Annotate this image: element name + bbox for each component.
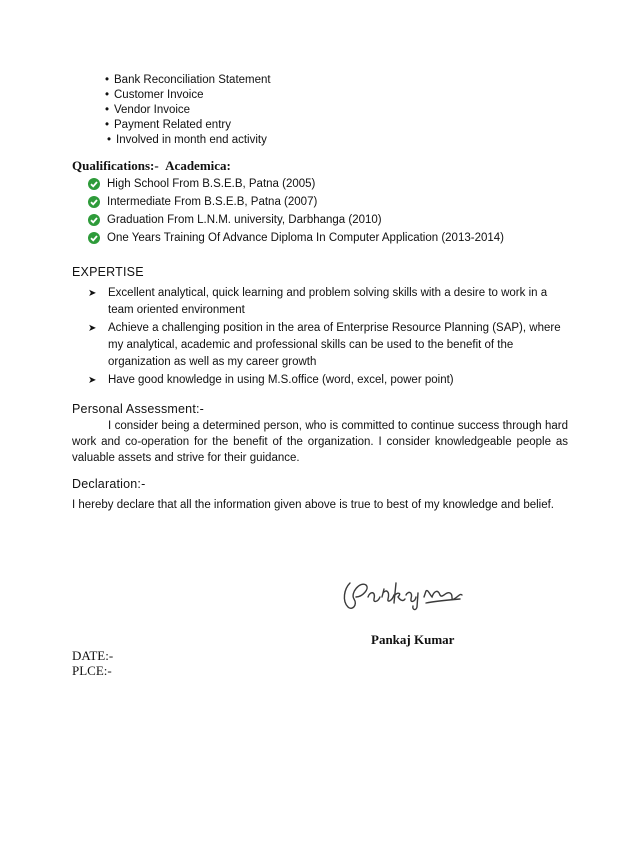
check-icon bbox=[88, 178, 100, 190]
assessment-text: I consider being a determined person, who is committed to continue success through hard work and co-operation for the benefit of the organization. I consider knowledgeable people as valuable assets and strive for their guidance. bbox=[72, 420, 568, 464]
list-item: • Customer Invoice bbox=[105, 89, 204, 101]
date-label: DATE:- bbox=[72, 648, 114, 663]
expertise-text: Have good knowledge in using M.S.office (word, excel, power point) bbox=[108, 374, 454, 386]
check-icon bbox=[88, 214, 100, 226]
duty-text: Customer Invoice bbox=[114, 89, 204, 101]
assessment-heading: Personal Assessment:- bbox=[72, 402, 205, 416]
academica-label: Academica: bbox=[165, 158, 231, 173]
list-item: • Payment Related entry bbox=[105, 119, 231, 131]
signatory-name: Pankaj Kumar bbox=[371, 632, 455, 647]
duty-text: Vendor Invoice bbox=[114, 104, 191, 116]
declaration-heading: Declaration:- bbox=[72, 477, 146, 491]
qualification-text: One Years Training Of Advance Diploma In Computer Application (2013-2014) bbox=[107, 232, 504, 244]
qualification-text: Graduation From L.N.M. university, Darbhanga (2010) bbox=[107, 214, 382, 226]
qualifications-heading bbox=[72, 158, 231, 174]
arrow-bullet-icon: ➤ bbox=[88, 323, 97, 334]
qualification-text: High School From B.S.E.B, Patna (2005) bbox=[107, 178, 316, 190]
check-icon bbox=[88, 196, 100, 208]
expertise-heading: EXPERTISE bbox=[72, 265, 144, 279]
list-item bbox=[88, 211, 504, 229]
list-item: • Bank Reconciliation Statement bbox=[105, 74, 271, 86]
declaration-text: I hereby declare that all the information given above is true to best of my knowledge and belief. bbox=[72, 499, 555, 511]
signature-image bbox=[340, 575, 465, 615]
list-item: • Involved in month end activity bbox=[107, 134, 267, 146]
arrow-bullet-icon: ➤ bbox=[88, 288, 97, 299]
list-item bbox=[88, 320, 568, 371]
arrow-bullet-icon: ➤ bbox=[88, 375, 97, 386]
list-item bbox=[88, 229, 504, 247]
list-item bbox=[88, 175, 504, 193]
duty-text: Bank Reconciliation Statement bbox=[114, 74, 271, 86]
duty-text: Involved in month end activity bbox=[116, 134, 267, 146]
list-item bbox=[88, 193, 504, 211]
check-icon bbox=[88, 232, 100, 244]
place-label: PLCE:- bbox=[72, 663, 112, 678]
qualification-text: Intermediate From B.S.E.B, Patna (2007) bbox=[107, 196, 318, 208]
qualifications-label: Qualifications:- bbox=[72, 158, 159, 173]
list-item bbox=[88, 285, 568, 319]
qualifications-list bbox=[88, 175, 504, 247]
duty-text: Payment Related entry bbox=[114, 119, 231, 131]
list-item bbox=[88, 372, 568, 389]
duties-list bbox=[105, 73, 271, 148]
expertise-text: Excellent analytical, quick learning and problem solving skills with a desire to work in a team oriented environment bbox=[108, 287, 548, 316]
expertise-list bbox=[88, 285, 568, 390]
expertise-text: Achieve a challenging position in the area of Enterprise Resource Planning (SAP), where my analytical, academic and professional skills can be used to the benefit of the organization as well as my career growth bbox=[108, 322, 561, 368]
list-item: • Vendor Invoice bbox=[105, 104, 191, 116]
